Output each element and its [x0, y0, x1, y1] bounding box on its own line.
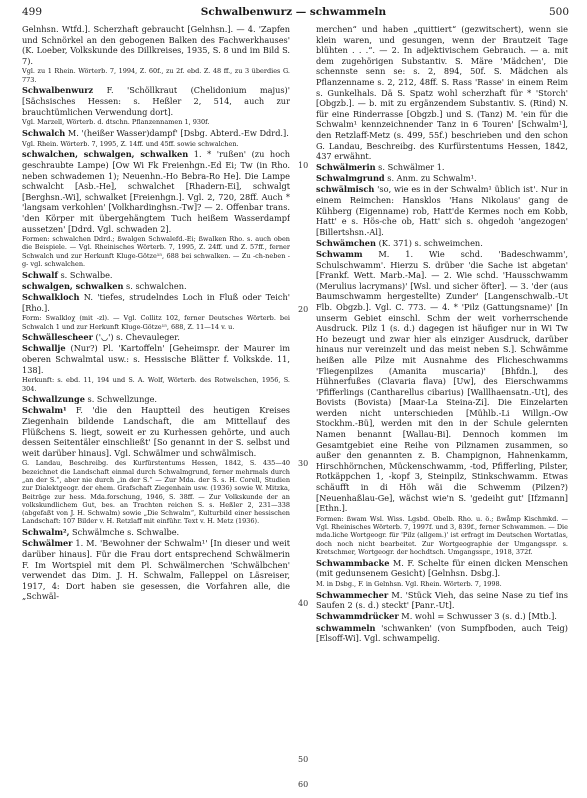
entry-text: ('◡') s. Chevauleger.	[92, 332, 180, 343]
entry-paragraph	[22, 405, 290, 458]
reference-note	[316, 515, 568, 556]
entry-text: Formen: ßwam Wsl. Wiss. Lgsbd. Obelb. Rho. u. ö.; ßwåmp Kischmkd. — Vgl. Rheinisches Wörterb. 7, 1997f. und 3, 839f., ferner Schwammen. — Die mda.liche Wortgeogr. für 'Pilz (allgem.)' ist erfragt im Deutschen Wortatlas, doch noch nicht bearbeitet. Zur Wortgeographie der Umgangsspr. s. Kretschmer, Wortgeogr. der hochdtsch. Umgangsspr., 1918, 372f.	[316, 514, 568, 556]
entry-text: 'so, wie es in der Schwalm¹ üblich ist'. Nur in einem Reimchen: Hansklos 'Hans Nikolaus' gang de Kühberg (Eigenname) rob, Hatt'de Kermes noch em Kobb, Hatt' e s. Hös-che ob, Hatt' sich s. ohgedoh 'angezogen' [Billertshsn.-Al].	[316, 184, 568, 237]
line-number: 40	[298, 599, 309, 608]
entry-text: G. Landau, Beschreibg. des Kurfürstentums Hessen, 1842, S. 435—40 bezeichnet die Landschaft einmal durch Schwalmgrund, ferner mehrmals durch „an der S.“, aber nie durch „in der S.“ — Zur Mda. der S. s. H. Corell, Studien zur Dialektgeogr. der ehem. Grafschaft Ziegenhain usw. (1936) sowie W. Mitzka, Beiträge zur hess. Mda.forschung, 1946, S. 38ff. — Zur Volkskunde der an volkskundlichem Gut, bes. an Trachten reichen S. s. Heßler 2, 231—338 (abgefaßt von J. H. Schwalm) sowie „Die Schwalm“, Kulturbild einer hessischen Landschaft: 107 Bilder v. H. Retzlaff mit einführ. Text v. H. Metz (1936).	[22, 459, 290, 526]
entry-text: M. F. Schelte für einen dicken Menschen (mit gedunsenem Gesicht) [Gelnhsn. Dsbg.].	[316, 557, 568, 579]
entry-text: Vgl. Rhein. Wörterb. 7, 1995, Z. 14ff. und 45ff. sowie schwalchen.	[22, 139, 239, 148]
entry-text: M. 'Stück Vieh, das seine Nase zu tief ins Saufen 2 (s. d.) steckt' [Panr.-Ut].	[316, 589, 568, 611]
entry-text: Schwälmche s. Schwalbe.	[69, 527, 180, 538]
entry-text: Vgl. Marzell, Wörterb. d. dtschn. Pflanzennamen 1, 930f.	[22, 118, 210, 127]
entry-paragraph	[316, 558, 568, 579]
entry-paragraph	[316, 162, 568, 173]
line-number: 10	[298, 161, 309, 170]
entry-lemma: Schwalkloch	[22, 292, 80, 303]
entry-lemma: Schwalm¹	[22, 405, 67, 416]
line-number: 20	[298, 305, 309, 314]
page-number-right: 500	[548, 6, 569, 18]
entry-lemma: Schwallzunge	[22, 394, 85, 405]
entry-lemma: Schwällescheer	[22, 332, 93, 343]
entry-paragraph	[22, 128, 290, 139]
entry-lemma: schwalgen, schwalken	[22, 280, 124, 291]
entry-paragraph	[316, 238, 568, 249]
entry-lemma: Schwallje	[22, 343, 66, 354]
entry-lemma: schwammeln	[316, 622, 376, 633]
entry-text: M. in Dsbg., F. in Gelnhsn. Vgl. Rhein. Wörterb. 7, 1998.	[316, 579, 502, 588]
entry-text: N. 'tiefes, strudelndes Loch in Fluß oder Teich' [Rho.].	[22, 292, 290, 313]
entry-paragraph	[316, 24, 568, 162]
entry-paragraph	[22, 281, 290, 292]
entry-paragraph	[22, 149, 290, 234]
entry-lemma: schwalchen, schwalgen, schwalken	[22, 149, 189, 160]
reference-note	[22, 314, 290, 331]
running-head: Schwalbenwurz — schwammeln	[200, 6, 387, 18]
reference-note	[22, 235, 290, 268]
line-number: 30	[298, 459, 309, 468]
entry-lemma: Schwammecher	[316, 589, 389, 600]
entry-lemma: Schwalbenwurz	[22, 85, 94, 96]
reference-note	[22, 118, 290, 126]
entry-text: M. wohl = Schwusser 3 (s. d.) [Mtb.].	[398, 611, 557, 622]
entry-lemma: Schwammbacke	[316, 557, 390, 568]
entry-text: s. schwalchen.	[123, 280, 187, 291]
entry-text: 'schwanken' (von Sumpfboden, auch Teig) [Elsoff-Wi]. Vgl. schwampelig.	[316, 622, 568, 644]
entry-text: s. Schwellzunge.	[84, 394, 158, 405]
entry-lemma: Schwälmerin	[316, 162, 376, 173]
entry-text: F. 'Schöllkraut (Chelidonium majus)' [Sächsisches Hessen: s. Heßler 2, 514, auch zur brauchtümlichen Verwendung dort].	[22, 85, 290, 117]
entry-paragraph	[316, 590, 568, 611]
entry-text: merchen“ und haben „quittiert“ (gezwitschert), wenn sie klein waren, und gesungen, wenn der Brautzeit Tage blühten . . .“. — 2. In adjektivischem Gebrauch. — a. mit dem zugehörigen Substantiv. S. Märe 'Mädchen', Die schennste senn se: s. 2, 894, 50f. S. Mädchen als Pflanzenname s. 2, 212, 48ff. S. Rass 'Rasse' in einem Reim s. Gunkelhals. Dä S. Spatz wohl scherzhaft für * 'Storch' [Obgzb.]. — b. mit zu ergänzendem Substantiv. S. (Rind) N. für eine Rinderrasse [Obgzb.] und S. (Tanz) M. 'ein für die Schwalm¹ kennzeichnender Tanz in 6 Touren' [Schwalm¹], den Retzlaff-Metz (s. 499, 55f.) beschrieben und den schon G. Landau, Beschreibg. des Kurfürstentums Hessen, 1842, 437 erwähnt.	[316, 24, 568, 162]
entry-text: Formen: schwalchen Ddrd.; ßwalgen Schwalefd.-Ei; ßwalken Rho. s. auch oben die Beispiele. — Vgl. Rheinisches Wörterb. 7, 1995, Z. 24ff. und Z. 57ff., ferner Schwalch und zur Herkunft Kluge-Götze¹⁵, 688 bei schwalken. — Zu -ch-neben -g- vgl. schwalchen.	[22, 235, 290, 269]
entry-paragraph	[22, 538, 290, 602]
entry-paragraph	[22, 85, 290, 117]
entry-lemma: Schwalmgrund	[316, 173, 385, 184]
entry-text: s. Schwälmer 1.	[375, 162, 445, 173]
entry-paragraph	[22, 527, 290, 538]
right-column	[316, 24, 568, 794]
reference-note	[22, 67, 290, 84]
entry-lemma: Schwälmer	[22, 538, 73, 549]
entry-text: s. Anm. zu Schwalm¹.	[384, 173, 477, 184]
entry-text: F. 'die den Hauptteil des heutigen Kreises Ziegenhain bildende Landschaft, die am Mittellauf des Flüßchens S. liegt, soweit er zu Kurhessen gehörte, und auch dessen Seitentäler einschließt' [So genannt in der S. selbst und weit darüber hinaus]. Vgl. Schwälmer und schwälmisch.	[22, 405, 290, 458]
entry-lemma: Schwalf	[22, 269, 58, 280]
entry-paragraph	[22, 343, 290, 375]
entry-text: (K. 371) s. schweimchen.	[375, 237, 483, 248]
entry-text: 1. M. 'Bewohner der Schwalm¹' [In dieser und weit darüber hinaus]. Für die Frau dort entsprechend Schwälmerin F. Im Wortspiel mit dem Pl. Schwälmerchen 'Schwälbchen' verwendet das Dim. J. H. Schwalm, Falleppel on Läsreiser, 1917, 4: Dort haben sie gesessen, die Vorfahren alle, die „Schwäl-	[22, 538, 290, 602]
entry-text: 1. * 'rußen' (zu hoch geschraubte Lampe) [Ow Wi Fk Freienhgn.-Ed Ei; Tw (in Rho. neben schwademen 1); Neuenhn.-Ho Bebra-Ro He]. Die Lampe schwalcht [Asb.-He], schwalchet [Rhadern-Ei], schwalgt [Berghsn.-Wi], schwalket [Freienhgn.]. Vgl. 2, 720, 28ff. Auch * 'langsam verkohlen' [Volkhardinghsn.-Tw]? — 2. Offenbar trans. 'den Körper mit übergehängtem Tuch heißem Wasserdampf aussetzen' [Ddrd. Vgl. schwaden 2].	[22, 149, 290, 234]
entry-text: M. 1. Wie schd. 'Badeschwamm', Schulschwamm'. Hierzu S. drüber 'die Sache ist abgetan' [Frankf. Wett. Marb.-Ma]. — 2. Wie schd. 'Hausschwamm (Merulius lacrymans)' [Wsl. und sicher öfter]. — 3. 'der (aus Baumschwamm hergestellte) Zunder' [Langenschwalb.-Ut Flb. Obgzb.]. Vgl. C. 773. — 4. * 'Pilz (Gattungsname)' [In unserm Gebiet einschl. Schm der weit vorherrschende Ausdruck. Pilz 1 (s. d.) dagegen ist häufiger nur in Wi Tw Ho bezeugt und zwar hier als einziger Ausdruck, darüber hinaus nur vereinzelt und das meist neben S.]. Schwämme heißen alle Pilze mit Ausnahme des Flicheschwamms 'Fliegenpilzes (Amanita muscaria)' [Bhfdn.], des Hühnerfußes (Clavaria flava) [Uw], des Eierschwamms 'Pfifferlings (Cantharellus cibarius) [Walllhaensatn.-Ut], des Bovists (Bovista) [Maar-La Steina-Zi]. Die Einzelarten werden nicht unterschieden [Mühlb.-Li Willgn.-Ow Stockhm.-Bü], werden mit den in der Schule gelernten Namen benannt [Wallau-Bi]. Dennoch kommen im Gesamtgebiet eine Reihe von Pilznamen zusammen, so außer den genannten z. B. Champignon, Hahnenkamm, Hirschhörnchen, Mückenschwamm, -tod, Pfifferling, Pilster, Rotkäppchen 1, -kopf 3, Steinpilz, Stinkschwamm. Etwas schäufft in di Höh wäi die Schwemm (Pilzen?) [Neuenhaßlau-Ge], wächst wie'n S. 'gedeiht gut' [Ifzmann] [Ethn.].	[316, 248, 568, 514]
entry-paragraph	[316, 249, 568, 514]
entry-paragraph	[22, 24, 290, 66]
line-number: 50	[298, 755, 309, 764]
reference-note	[22, 140, 290, 148]
reference-note	[316, 580, 568, 588]
entry-text: Gelnhsn. Wtfd.]. Scherzhaft gebraucht [Gelnhsn.]. — 4. 'Zapfen und Schnörkel an den gebogenen Balken des Fachwerkhauses' (K. Loeber, Volkskunde des Dillkreises, 1935, S. 8 und im Bild S. 7).	[22, 24, 290, 66]
left-column	[22, 24, 290, 794]
entry-paragraph	[316, 184, 568, 237]
line-number: 60	[298, 780, 309, 789]
entry-paragraph	[316, 611, 568, 622]
entry-text: (Nur?) Pl. 'Kartoffeln' [Geheimspr. der Maurer im oberen Schwalmtal usw.: s. Hessische Blätter f. Volkskde. 11, 138].	[22, 343, 290, 375]
entry-text: Form: Swalkloχ (mit -zl). — Vgl. Collitz 102, ferner Deutsches Wörterb. bei Schwalch 1 und zur Herkunft Kluge-Götze¹⁵, 688, Z. 11—14 v. u.	[22, 314, 290, 331]
entry-paragraph	[22, 332, 290, 343]
entry-paragraph	[22, 292, 290, 313]
entry-lemma: Schwalch	[22, 128, 66, 139]
page-number-left: 499	[22, 6, 43, 18]
entry-paragraph	[22, 394, 290, 405]
reference-note	[22, 459, 290, 525]
entry-text: Herkunft: s. ebd. 11, 194 und S. A. Wolf, Wörterb. des Rotwelschen, 1956, S. 304.	[22, 376, 290, 393]
entry-lemma: Schwalm²,	[22, 527, 70, 538]
entry-paragraph	[316, 623, 568, 644]
reference-note	[22, 376, 290, 393]
entry-text: M. '(heißer Wasser)dampf' [Dsbg. Abterd.-Ew Ddrd.].	[65, 128, 289, 139]
entry-paragraph	[316, 173, 568, 184]
entry-lemma: Schwammdrücker	[316, 611, 399, 622]
entry-lemma: Schwamm	[316, 248, 363, 259]
entry-text: Vgl. zu 1 Rhein. Wörterb. 7, 1994, Z. 60f., zu 2f. ebd. Z. 48 ff., zu 3 überdies G. 773.	[22, 67, 290, 84]
entry-paragraph	[22, 270, 290, 281]
entry-lemma: schwälmisch	[316, 184, 375, 195]
entry-text: s. Schwalbe.	[57, 269, 113, 280]
entry-lemma: Schwämchen	[316, 237, 376, 248]
